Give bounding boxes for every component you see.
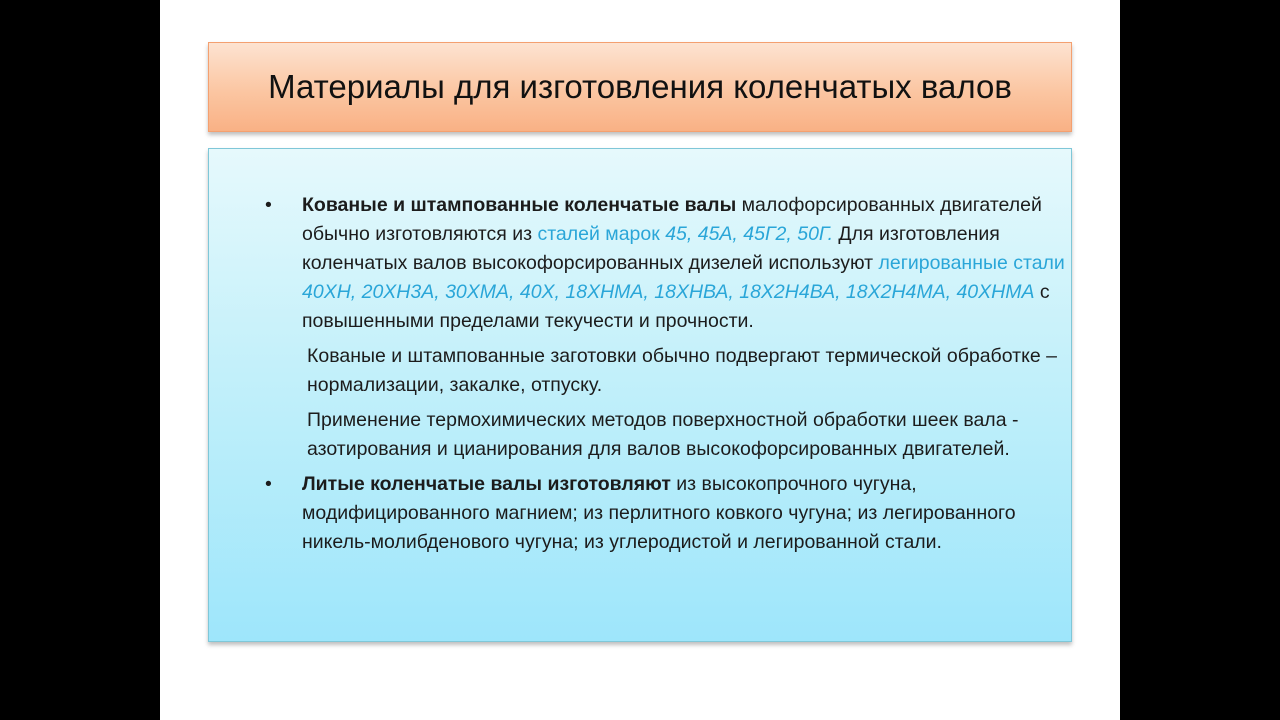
forged-text-3: с повышенными пределами текучести и прочности. (302, 281, 1050, 332)
paragraph-thermochemical (255, 406, 1065, 464)
cast-text: из высокопрочного чугуна, модифицированного магнием; из перлитного ковкого чугуна; из легированного никель-молибденового чугуна; из углеродистой и легированной стали. (302, 473, 1016, 553)
steel-grades-label: сталей марок (537, 223, 660, 245)
alloy-steels-label: легированные стали (878, 252, 1065, 274)
alloy-steels-codes: 40ХН, 20ХН3А, 30ХМА, 40Х, 18ХНМА, 18ХНВА, 18Х2Н4ВА, 18Х2Н4МА, 40ХНМА (302, 281, 1035, 303)
forged-text-2: Для изготовления коленчатых валов высокофорсированных дизелей используют (302, 223, 1000, 274)
forged-text-1: малофорсированных двигателей обычно изготовляются из (302, 194, 1042, 245)
bullet-paragraph-cast (255, 470, 1065, 557)
content-text (255, 191, 1065, 557)
thermochemical-text: Применение термохимических методов поверхностной обработки шеек вала - азотирования и цианирования для валов высокофорсированных двигателей. (307, 409, 1019, 460)
bullet-icon: • (265, 194, 272, 216)
cast-shafts-bold: Литые коленчатые валы изготовляют (302, 473, 671, 495)
steel-grades-codes: 45, 45А, 45Г2, 50Г. (659, 223, 833, 245)
bullet-icon: • (265, 473, 272, 495)
forged-shafts-bold: Кованые и штампованные коленчатые валы (302, 194, 737, 216)
content-box (208, 148, 1072, 642)
title-box (208, 42, 1072, 132)
slide-title: Материалы для изготовления коленчатых валов (268, 68, 1012, 105)
paragraph-heat-treatment (255, 342, 1065, 400)
slide (160, 0, 1120, 720)
heat-treatment-text: Кованые и штампованные заготовки обычно подвергают термической обработке – нормализации, закалке, отпуску. (307, 345, 1057, 396)
bullet-paragraph-forged (255, 191, 1065, 336)
